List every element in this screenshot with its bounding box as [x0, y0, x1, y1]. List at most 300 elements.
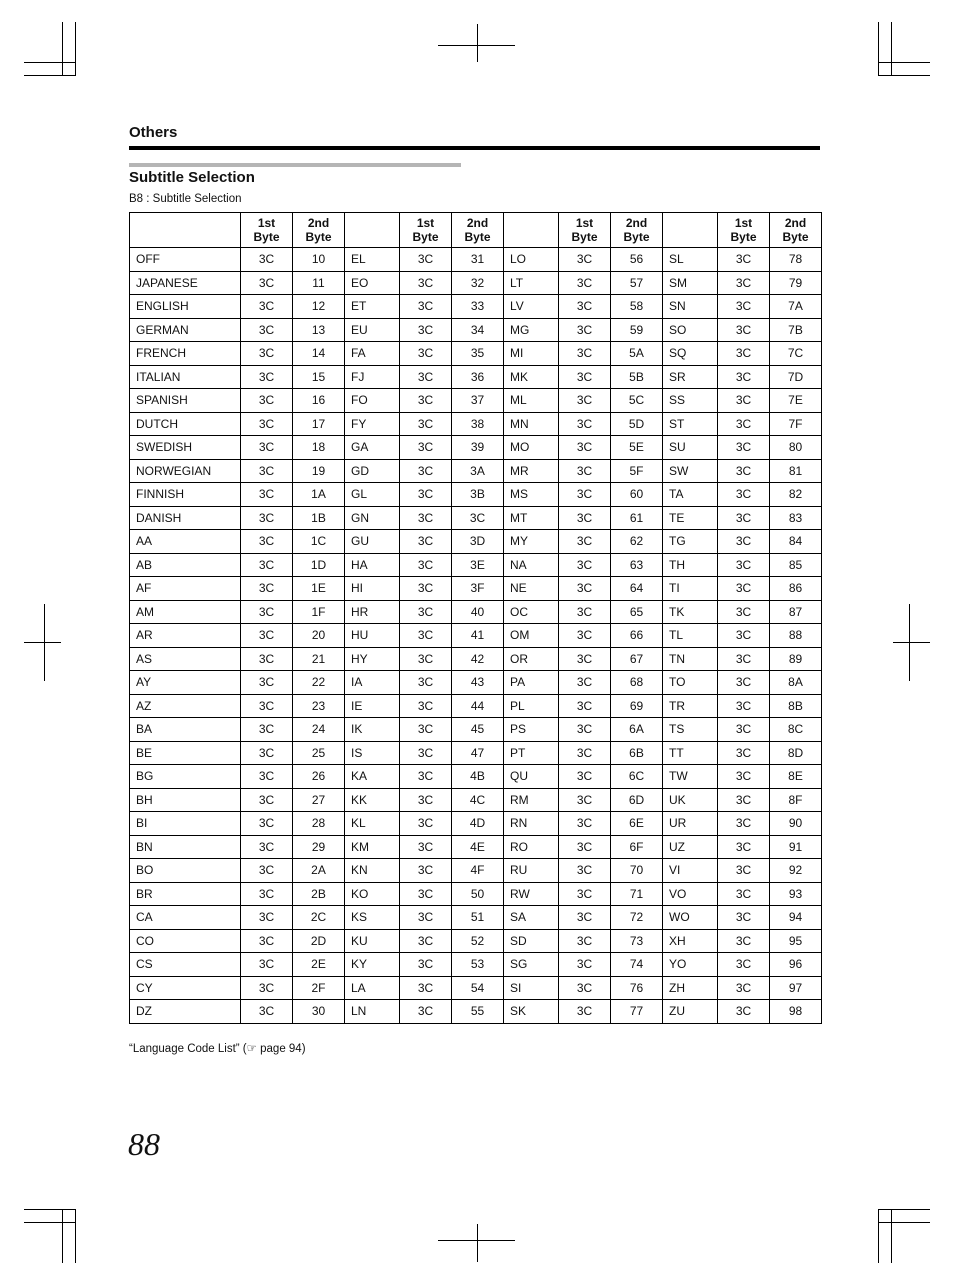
table-row [130, 365, 822, 389]
second-byte-cell: 95 [770, 929, 822, 953]
second-byte-cell: 40 [452, 600, 504, 624]
language-code-cell: TR [663, 694, 718, 718]
language-code-cell: HI [345, 577, 400, 601]
second-byte-cell: 98 [770, 1000, 822, 1024]
table-row [130, 577, 822, 601]
first-byte-cell: 3C [718, 389, 770, 413]
language-code-cell: ZH [663, 976, 718, 1000]
first-byte-cell: 3C [400, 882, 452, 906]
language-code-cell: MO [504, 436, 559, 460]
subtitle-code-table [129, 212, 822, 1024]
second-byte-cell: 68 [611, 671, 663, 695]
first-byte-cell: 3C [559, 1000, 611, 1024]
second-byte-cell: 5F [611, 459, 663, 483]
table-row [130, 718, 822, 742]
second-byte-cell: 79 [770, 271, 822, 295]
second-byte-cell: 84 [770, 530, 822, 554]
first-byte-cell: 3C [559, 929, 611, 953]
language-code-cell: LV [504, 295, 559, 319]
language-code-cell: KN [345, 859, 400, 883]
language-code-cell: KU [345, 929, 400, 953]
first-byte-cell: 3C [718, 788, 770, 812]
first-byte-cell: 3C [241, 600, 293, 624]
second-byte-cell: 36 [452, 365, 504, 389]
second-byte-cell: 35 [452, 342, 504, 366]
second-byte-cell: 5B [611, 365, 663, 389]
first-byte-cell: 3C [559, 506, 611, 530]
language-code-cell: GL [345, 483, 400, 507]
language-code-cell: MS [504, 483, 559, 507]
second-byte-cell: 73 [611, 929, 663, 953]
first-byte-cell: 3C [559, 248, 611, 272]
first-byte-cell: 3C [718, 953, 770, 977]
page-number: 88 [128, 1126, 160, 1162]
language-code-cell: ST [663, 412, 718, 436]
language-code-cell: BR [130, 882, 241, 906]
language-code-cell: HA [345, 553, 400, 577]
second-byte-cell: 1C [293, 530, 345, 554]
second-byte-cell: 10 [293, 248, 345, 272]
language-code-cell: TH [663, 553, 718, 577]
table-caption: B8 : Subtitle Selection [129, 193, 242, 205]
header-2nd-byte [452, 213, 504, 248]
first-byte-cell: 3C [400, 765, 452, 789]
first-byte-cell: 3C [718, 248, 770, 272]
second-byte-cell: 92 [770, 859, 822, 883]
first-byte-cell: 3C [241, 647, 293, 671]
second-byte-cell: 58 [611, 295, 663, 319]
table-row [130, 600, 822, 624]
section-rule [129, 146, 820, 150]
second-byte-cell: 94 [770, 906, 822, 930]
language-code-cell: LN [345, 1000, 400, 1024]
language-code-cell: FJ [345, 365, 400, 389]
header-blank [345, 213, 400, 248]
second-byte-cell: 7C [770, 342, 822, 366]
language-code-cell: MN [504, 412, 559, 436]
first-byte-cell: 3C [241, 248, 293, 272]
second-byte-cell: 1A [293, 483, 345, 507]
language-code-cell: UR [663, 812, 718, 836]
language-code-cell: BG [130, 765, 241, 789]
language-code-cell: BE [130, 741, 241, 765]
language-code-cell: RM [504, 788, 559, 812]
table-row [130, 906, 822, 930]
language-code-cell: AY [130, 671, 241, 695]
language-code-cell: CA [130, 906, 241, 930]
header-1st-byte [559, 213, 611, 248]
first-byte-cell: 3C [559, 859, 611, 883]
language-code-cell: SO [663, 318, 718, 342]
first-byte-cell: 3C [559, 577, 611, 601]
language-code-cell: IA [345, 671, 400, 695]
language-code-cell: OFF [130, 248, 241, 272]
second-byte-cell: 34 [452, 318, 504, 342]
language-code-cell: TA [663, 483, 718, 507]
first-byte-cell: 3C [241, 788, 293, 812]
first-byte-cell: 3C [718, 365, 770, 389]
first-byte-cell: 3C [718, 859, 770, 883]
language-code-cell: SI [504, 976, 559, 1000]
language-code-cell: CY [130, 976, 241, 1000]
language-code-cell: TI [663, 577, 718, 601]
language-code-cell: AM [130, 600, 241, 624]
language-code-cell: IE [345, 694, 400, 718]
second-byte-cell: 47 [452, 741, 504, 765]
first-byte-cell: 3C [718, 1000, 770, 1024]
language-code-cell: AZ [130, 694, 241, 718]
language-code-cell: SQ [663, 342, 718, 366]
language-code-cell: KK [345, 788, 400, 812]
table-row [130, 741, 822, 765]
first-byte-cell: 3C [241, 506, 293, 530]
second-byte-cell: 41 [452, 624, 504, 648]
table-row [130, 929, 822, 953]
language-code-cell: CS [130, 953, 241, 977]
second-byte-cell: 1D [293, 553, 345, 577]
second-byte-cell: 53 [452, 953, 504, 977]
table-row [130, 788, 822, 812]
language-code-cell: AA [130, 530, 241, 554]
first-byte-cell: 3C [718, 671, 770, 695]
header-blank [663, 213, 718, 248]
first-byte-cell: 3C [400, 248, 452, 272]
second-byte-cell: 86 [770, 577, 822, 601]
second-byte-cell: 3C [452, 506, 504, 530]
second-byte-cell: 37 [452, 389, 504, 413]
second-byte-cell: 77 [611, 1000, 663, 1024]
first-byte-cell: 3C [400, 389, 452, 413]
second-byte-cell: 2C [293, 906, 345, 930]
first-byte-cell: 3C [400, 436, 452, 460]
language-code-cell: FY [345, 412, 400, 436]
second-byte-cell: 45 [452, 718, 504, 742]
second-byte-cell: 54 [452, 976, 504, 1000]
first-byte-cell: 3C [400, 718, 452, 742]
first-byte-cell: 3C [559, 365, 611, 389]
second-byte-cell: 2E [293, 953, 345, 977]
language-code-cell: GA [345, 436, 400, 460]
header-line: 1st [257, 216, 276, 230]
language-code-cell: IK [345, 718, 400, 742]
first-byte-cell: 3C [400, 788, 452, 812]
first-byte-cell: 3C [241, 389, 293, 413]
second-byte-cell: 19 [293, 459, 345, 483]
first-byte-cell: 3C [241, 365, 293, 389]
language-code-cell: UK [663, 788, 718, 812]
second-byte-cell: 5D [611, 412, 663, 436]
second-byte-cell: 17 [293, 412, 345, 436]
second-byte-cell: 22 [293, 671, 345, 695]
table-row [130, 318, 822, 342]
first-byte-cell: 3C [718, 553, 770, 577]
language-code-cell: KL [345, 812, 400, 836]
second-byte-cell: 31 [452, 248, 504, 272]
second-byte-cell: 3A [452, 459, 504, 483]
second-byte-cell: 13 [293, 318, 345, 342]
first-byte-cell: 3C [241, 835, 293, 859]
first-byte-cell: 3C [400, 835, 452, 859]
language-code-cell: MI [504, 342, 559, 366]
language-code-cell: SR [663, 365, 718, 389]
first-byte-cell: 3C [400, 812, 452, 836]
first-byte-cell: 3C [718, 882, 770, 906]
first-byte-cell: 3C [718, 906, 770, 930]
language-code-cell: HY [345, 647, 400, 671]
language-code-cell: SWEDISH [130, 436, 241, 460]
language-code-cell: ITALIAN [130, 365, 241, 389]
second-byte-cell: 14 [293, 342, 345, 366]
first-byte-cell: 3C [241, 976, 293, 1000]
second-byte-cell: 71 [611, 882, 663, 906]
first-byte-cell: 3C [718, 929, 770, 953]
first-byte-cell: 3C [241, 436, 293, 460]
table-row [130, 506, 822, 530]
second-byte-cell: 44 [452, 694, 504, 718]
language-code-cell: OC [504, 600, 559, 624]
language-code-cell: MK [504, 365, 559, 389]
first-byte-cell: 3C [559, 788, 611, 812]
second-byte-cell: 8D [770, 741, 822, 765]
first-byte-cell: 3C [718, 694, 770, 718]
header-1st-byte [400, 213, 452, 248]
language-code-cell: AB [130, 553, 241, 577]
first-byte-cell: 3C [241, 483, 293, 507]
first-byte-cell: 3C [559, 976, 611, 1000]
language-code-cell: MR [504, 459, 559, 483]
second-byte-cell: 12 [293, 295, 345, 319]
language-code-cell: TE [663, 506, 718, 530]
second-byte-cell: 7F [770, 412, 822, 436]
language-code-cell: SL [663, 248, 718, 272]
language-code-cell: LT [504, 271, 559, 295]
language-code-cell: GU [345, 530, 400, 554]
first-byte-cell: 3C [241, 624, 293, 648]
language-code-cell: GERMAN [130, 318, 241, 342]
language-code-cell: RO [504, 835, 559, 859]
language-code-cell: SA [504, 906, 559, 930]
second-byte-cell: 89 [770, 647, 822, 671]
first-byte-cell: 3C [241, 882, 293, 906]
first-byte-cell: 3C [400, 459, 452, 483]
second-byte-cell: 1B [293, 506, 345, 530]
language-code-cell: SK [504, 1000, 559, 1024]
first-byte-cell: 3C [400, 624, 452, 648]
second-byte-cell: 59 [611, 318, 663, 342]
second-byte-cell: 8E [770, 765, 822, 789]
language-code-cell: BN [130, 835, 241, 859]
header-line: 2nd [466, 216, 489, 230]
first-byte-cell: 3C [559, 906, 611, 930]
second-byte-cell: 50 [452, 882, 504, 906]
first-byte-cell: 3C [400, 365, 452, 389]
first-byte-cell: 3C [400, 859, 452, 883]
header-1st-byte [241, 213, 293, 248]
first-byte-cell: 3C [559, 765, 611, 789]
language-code-cell: NORWEGIAN [130, 459, 241, 483]
language-code-cell: FO [345, 389, 400, 413]
second-byte-cell: 85 [770, 553, 822, 577]
language-code-cell: TN [663, 647, 718, 671]
second-byte-cell: 23 [293, 694, 345, 718]
language-code-cell: QU [504, 765, 559, 789]
second-byte-cell: 21 [293, 647, 345, 671]
first-byte-cell: 3C [718, 835, 770, 859]
title-rule [129, 163, 461, 167]
first-byte-cell: 3C [400, 671, 452, 695]
first-byte-cell: 3C [241, 553, 293, 577]
first-byte-cell: 3C [718, 271, 770, 295]
first-byte-cell: 3C [718, 506, 770, 530]
language-code-cell: IS [345, 741, 400, 765]
first-byte-cell: 3C [241, 1000, 293, 1024]
first-byte-cell: 3C [559, 530, 611, 554]
second-byte-cell: 6C [611, 765, 663, 789]
table-row [130, 882, 822, 906]
first-byte-cell: 3C [559, 882, 611, 906]
language-code-cell: GN [345, 506, 400, 530]
table-row [130, 953, 822, 977]
second-byte-cell: 87 [770, 600, 822, 624]
second-byte-cell: 6D [611, 788, 663, 812]
language-code-cell: WO [663, 906, 718, 930]
first-byte-cell: 3C [400, 342, 452, 366]
first-byte-cell: 3C [718, 483, 770, 507]
second-byte-cell: 8A [770, 671, 822, 695]
language-code-cell: RN [504, 812, 559, 836]
table-row [130, 436, 822, 460]
second-byte-cell: 26 [293, 765, 345, 789]
first-byte-cell: 3C [241, 741, 293, 765]
second-byte-cell: 3E [452, 553, 504, 577]
first-byte-cell: 3C [559, 483, 611, 507]
second-byte-cell: 2D [293, 929, 345, 953]
language-code-cell: RW [504, 882, 559, 906]
language-code-cell: PS [504, 718, 559, 742]
first-byte-cell: 3C [559, 741, 611, 765]
header-blank [130, 213, 241, 248]
second-byte-cell: 27 [293, 788, 345, 812]
second-byte-cell: 2B [293, 882, 345, 906]
first-byte-cell: 3C [559, 835, 611, 859]
second-byte-cell: 80 [770, 436, 822, 460]
first-byte-cell: 3C [718, 412, 770, 436]
second-byte-cell: 82 [770, 483, 822, 507]
first-byte-cell: 3C [718, 741, 770, 765]
first-byte-cell: 3C [400, 976, 452, 1000]
header-2nd-byte [770, 213, 822, 248]
language-code-cell: CO [130, 929, 241, 953]
first-byte-cell: 3C [559, 647, 611, 671]
language-code-cell: DUTCH [130, 412, 241, 436]
language-code-cell: TL [663, 624, 718, 648]
first-byte-cell: 3C [559, 812, 611, 836]
second-byte-cell: 7B [770, 318, 822, 342]
language-code-cell: AF [130, 577, 241, 601]
table-row [130, 459, 822, 483]
first-byte-cell: 3C [718, 530, 770, 554]
table-row [130, 295, 822, 319]
footnote-language-code-list: “Language Code List” (☞ page 94) [129, 1043, 306, 1055]
language-code-cell: LO [504, 248, 559, 272]
second-byte-cell: 57 [611, 271, 663, 295]
language-code-cell: PA [504, 671, 559, 695]
language-code-cell: XH [663, 929, 718, 953]
second-byte-cell: 5E [611, 436, 663, 460]
header-2nd-byte [293, 213, 345, 248]
second-byte-cell: 51 [452, 906, 504, 930]
table-row [130, 248, 822, 272]
first-byte-cell: 3C [241, 765, 293, 789]
second-byte-cell: 90 [770, 812, 822, 836]
second-byte-cell: 1F [293, 600, 345, 624]
second-byte-cell: 7A [770, 295, 822, 319]
language-code-cell: OM [504, 624, 559, 648]
first-byte-cell: 3C [718, 976, 770, 1000]
first-byte-cell: 3C [718, 436, 770, 460]
second-byte-cell: 65 [611, 600, 663, 624]
language-code-cell: RU [504, 859, 559, 883]
language-code-cell: KO [345, 882, 400, 906]
first-byte-cell: 3C [241, 671, 293, 695]
first-byte-cell: 3C [400, 412, 452, 436]
second-byte-cell: 78 [770, 248, 822, 272]
first-byte-cell: 3C [241, 530, 293, 554]
first-byte-cell: 3C [400, 506, 452, 530]
header-line: 2nd [307, 216, 330, 230]
language-code-cell: KS [345, 906, 400, 930]
first-byte-cell: 3C [559, 718, 611, 742]
first-byte-cell: 3C [400, 483, 452, 507]
first-byte-cell: 3C [718, 318, 770, 342]
language-code-cell: VI [663, 859, 718, 883]
second-byte-cell: 18 [293, 436, 345, 460]
language-code-cell: FRENCH [130, 342, 241, 366]
language-code-cell: ENGLISH [130, 295, 241, 319]
second-byte-cell: 30 [293, 1000, 345, 1024]
header-line: 2nd [784, 216, 807, 230]
table-row [130, 671, 822, 695]
second-byte-cell: 29 [293, 835, 345, 859]
table-row [130, 647, 822, 671]
language-code-cell: TS [663, 718, 718, 742]
second-byte-cell: 60 [611, 483, 663, 507]
table-row [130, 976, 822, 1000]
language-code-cell: JAPANESE [130, 271, 241, 295]
first-byte-cell: 3C [241, 459, 293, 483]
first-byte-cell: 3C [241, 929, 293, 953]
second-byte-cell: 3F [452, 577, 504, 601]
second-byte-cell: 6B [611, 741, 663, 765]
first-byte-cell: 3C [559, 295, 611, 319]
table-row [130, 553, 822, 577]
language-code-cell: SD [504, 929, 559, 953]
first-byte-cell: 3C [718, 812, 770, 836]
second-byte-cell: 4D [452, 812, 504, 836]
language-code-cell: HR [345, 600, 400, 624]
second-byte-cell: 16 [293, 389, 345, 413]
header-2nd-byte [611, 213, 663, 248]
first-byte-cell: 3C [559, 553, 611, 577]
language-code-cell: TW [663, 765, 718, 789]
language-code-cell: HU [345, 624, 400, 648]
page-title: Subtitle Selection [129, 169, 255, 186]
first-byte-cell: 3C [718, 577, 770, 601]
language-code-cell: LA [345, 976, 400, 1000]
second-byte-cell: 3D [452, 530, 504, 554]
first-byte-cell: 3C [241, 577, 293, 601]
table-row [130, 835, 822, 859]
